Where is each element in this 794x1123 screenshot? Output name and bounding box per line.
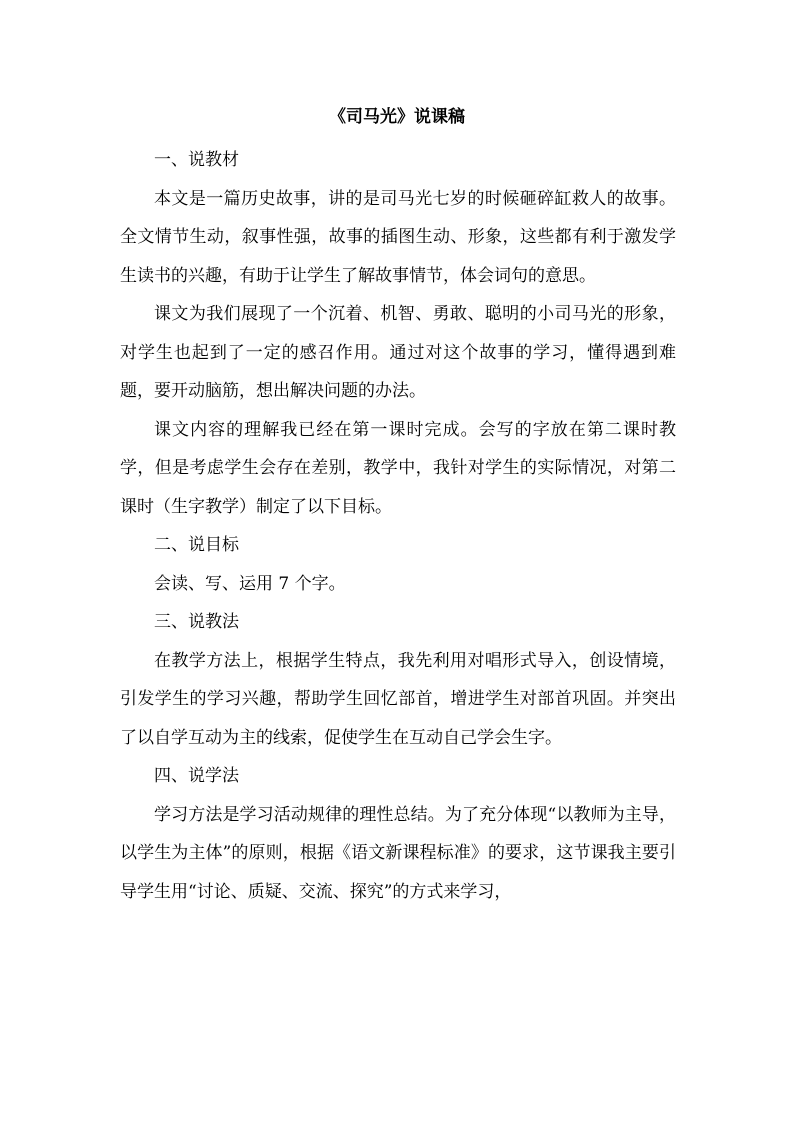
section-heading-teaching-method: 三、说教法 bbox=[154, 612, 239, 632]
section-heading-goals: 二、说目标 bbox=[154, 535, 239, 555]
document-title: 《司马光》说课稿 bbox=[329, 107, 465, 127]
paragraph-lesson-plan: 课文内容的理解我已经在第一课时完成。会写的字放在第二课时教学，但是考虑学生会存在差别，教学中，我针对学生的实际情况，对第二课时（生字教学）制定了以下目标。 bbox=[120, 419, 676, 517]
document-body bbox=[120, 141, 676, 911]
paragraph-teaching-method: 在教学方法上，根据学生特点，我先利用对唱形式导入，创设情境，引发学生的学习兴趣，帮助学生回忆部首，增进学生对部首巩固。并突出了以自学互动为主的线索，促使学生在互动自己学会生字。 bbox=[120, 650, 676, 748]
paragraph-learning-method: 学习方法是学习活动规律的理性总结。为了充分体现“以教师为主导，以学生为主体”的原则，根据《语文新课程标准》的要求，这节课我主要引导学生用“讨论、质疑、交流、探究”的方式来学习， bbox=[120, 804, 676, 902]
section-heading-textbook: 一、说教材 bbox=[154, 150, 239, 170]
paragraph-textbook-intro: 本文是一篇历史故事，讲的是司马光七岁的时候砸碎缸救人的故事。全文情节生动，叙事性强，故事的插图生动、形象，这些都有利于激发学生读书的兴趣，有助于让学生了解故事情节，体会词句的意思。 bbox=[120, 188, 676, 286]
paragraph-character-image: 课文为我们展现了一个沉着、机智、勇敢、聪明的小司马光的形象，对学生也起到了一定的感召作用。通过对这个故事的学习，懂得遇到难题，要开动脑筋，想出解决问题的办法。 bbox=[120, 304, 676, 401]
paragraph-goals: 会读、写、运用 7 个字。 bbox=[154, 573, 346, 594]
section-heading-learning-method: 四、说学法 bbox=[154, 766, 239, 786]
